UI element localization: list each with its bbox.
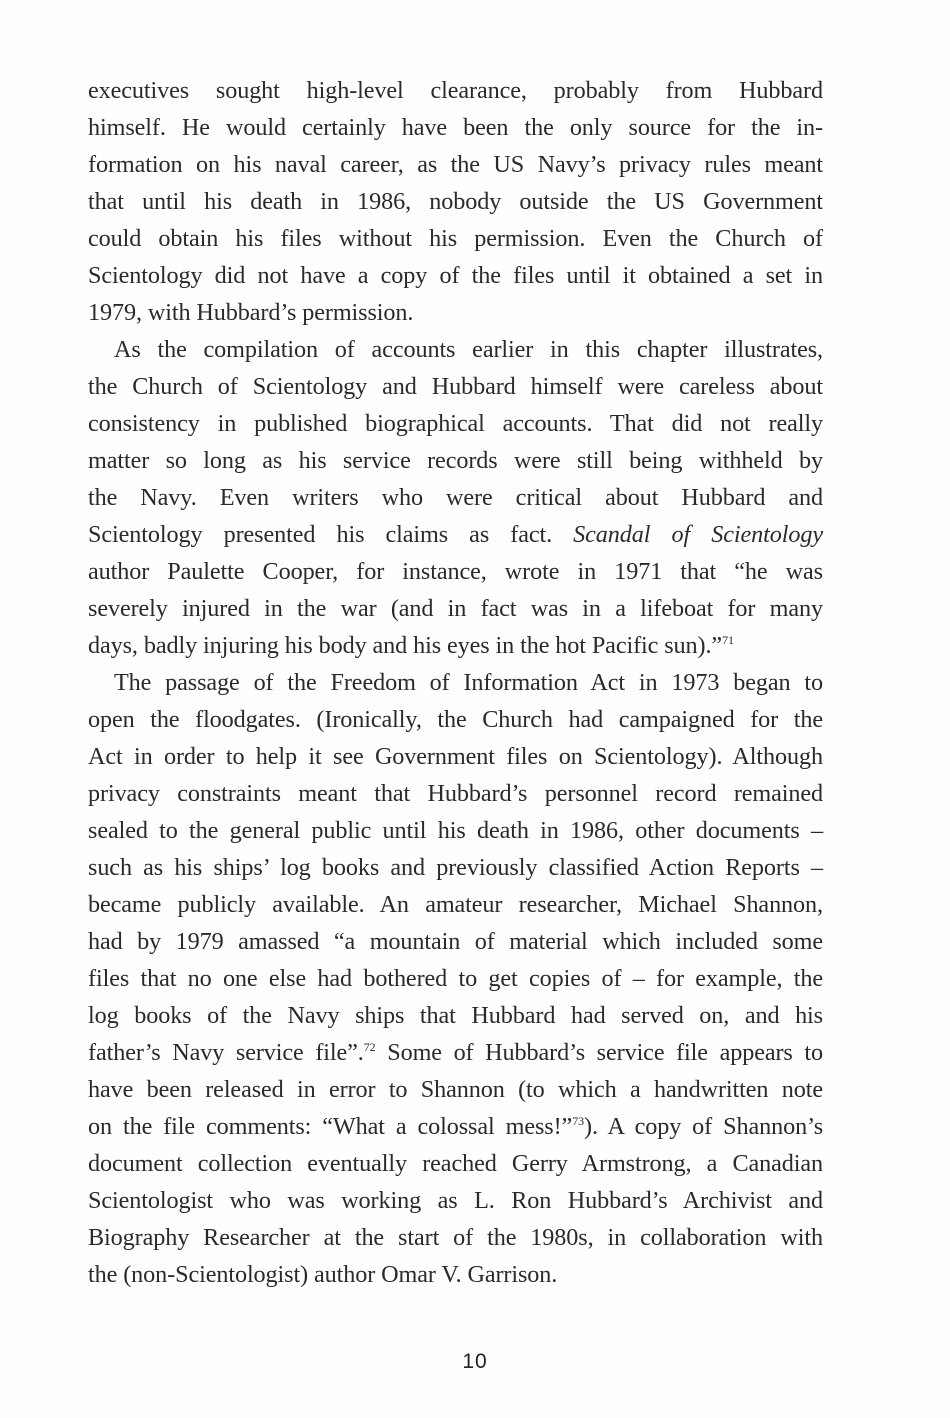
- text-line: open the floodgates. (Ironically, the Church had campaigned for the: [88, 706, 823, 733]
- text-line: father’s Navy service file”.$^{72}$ Some of Hubbard’s service file appears to: [88, 1039, 823, 1066]
- text-line: became publicly available. An amateur researcher, Michael Shannon,: [88, 891, 823, 918]
- text-line: could obtain his files without his permission. Even the Church of: [88, 225, 823, 252]
- text-line: the Navy. Even writers who were critical about Hubbard and: [88, 484, 823, 511]
- text-line: sealed to the general public until his death in 1986, other documents –: [88, 817, 823, 844]
- text-line: the (non-Scientologist) author Omar V. Garrison.: [88, 1261, 558, 1288]
- text-line: Biography Researcher at the start of the 1980s, in collaboration with: [88, 1224, 823, 1251]
- text-line: executives sought high-level clearance, probably from Hubbard: [88, 77, 823, 104]
- text-line: Scientologist who was working as L. Ron Hubbard’s Archivist and: [88, 1187, 823, 1214]
- text-line: himself. He would certainly have been the only source for the in-: [88, 114, 823, 141]
- text-line: days, badly injuring his body and his eyes in the hot Pacific sun).”$^{71}$: [88, 632, 734, 659]
- text-line: consistency in published biographical accounts. That did not really: [88, 410, 823, 437]
- text-line: 1979, with Hubbard’s permission.: [88, 299, 414, 326]
- text-line: log books of the Navy ships that Hubbard had served on, and his: [88, 1002, 823, 1029]
- paragraph: [88, 72, 823, 331]
- text-line: privacy constraints meant that Hubbard’s personnel record remained: [88, 780, 823, 807]
- footnote-reference[interactable]: 71: [722, 633, 734, 647]
- text-line: the Church of Scientology and Hubbard himself were careless about: [88, 373, 823, 400]
- text-line: formation on his naval career, as the US Navy’s privacy rules meant: [88, 151, 823, 178]
- page-number: 10: [462, 1350, 488, 1373]
- text-line: Act in order to help it see Government files on Scientology). Although: [88, 743, 823, 770]
- text-line: have been released in error to Shannon (to which a handwritten note: [88, 1076, 823, 1103]
- footnote-reference[interactable]: 73: [572, 1114, 584, 1128]
- footnote-reference[interactable]: 72: [363, 1040, 376, 1054]
- book-title: Scandal of Scientology: [573, 521, 823, 548]
- text-line: such as his ships’ log books and previously classified Action Reports –: [88, 854, 823, 881]
- text-line: Scientology did not have a copy of the files until it obtained a set in: [88, 262, 823, 289]
- text-line: Scientology presented his claims as fact. Scandal of Scientology: [88, 521, 823, 548]
- text-line: author Paulette Cooper, for instance, wrote in 1971 that “he was: [88, 558, 823, 585]
- paragraph: [88, 664, 823, 1293]
- paragraph: [88, 331, 823, 664]
- text-line: on the file comments: “What a colossal mess!”$^{73}$). A copy of Shannon’s: [88, 1113, 824, 1140]
- text-line: files that no one else had bothered to get copies of – for example, the: [88, 965, 823, 992]
- text-line: matter so long as his service records were still being withheld by: [88, 447, 823, 474]
- text-line: document collection eventually reached Gerry Armstrong, a Canadian: [88, 1150, 823, 1177]
- text-line: severely injured in the war (and in fact was in a lifeboat for many: [88, 595, 823, 622]
- text-line: that until his death in 1986, nobody outside the US Government: [88, 188, 823, 215]
- text-line: The passage of the Freedom of Information Act in 1973 began to: [114, 669, 823, 696]
- text-line: had by 1979 amassed “a mountain of material which included some: [88, 928, 823, 955]
- text-line: As the compilation of accounts earlier in this chapter illustrates,: [114, 336, 823, 363]
- page-body: [88, 72, 823, 1293]
